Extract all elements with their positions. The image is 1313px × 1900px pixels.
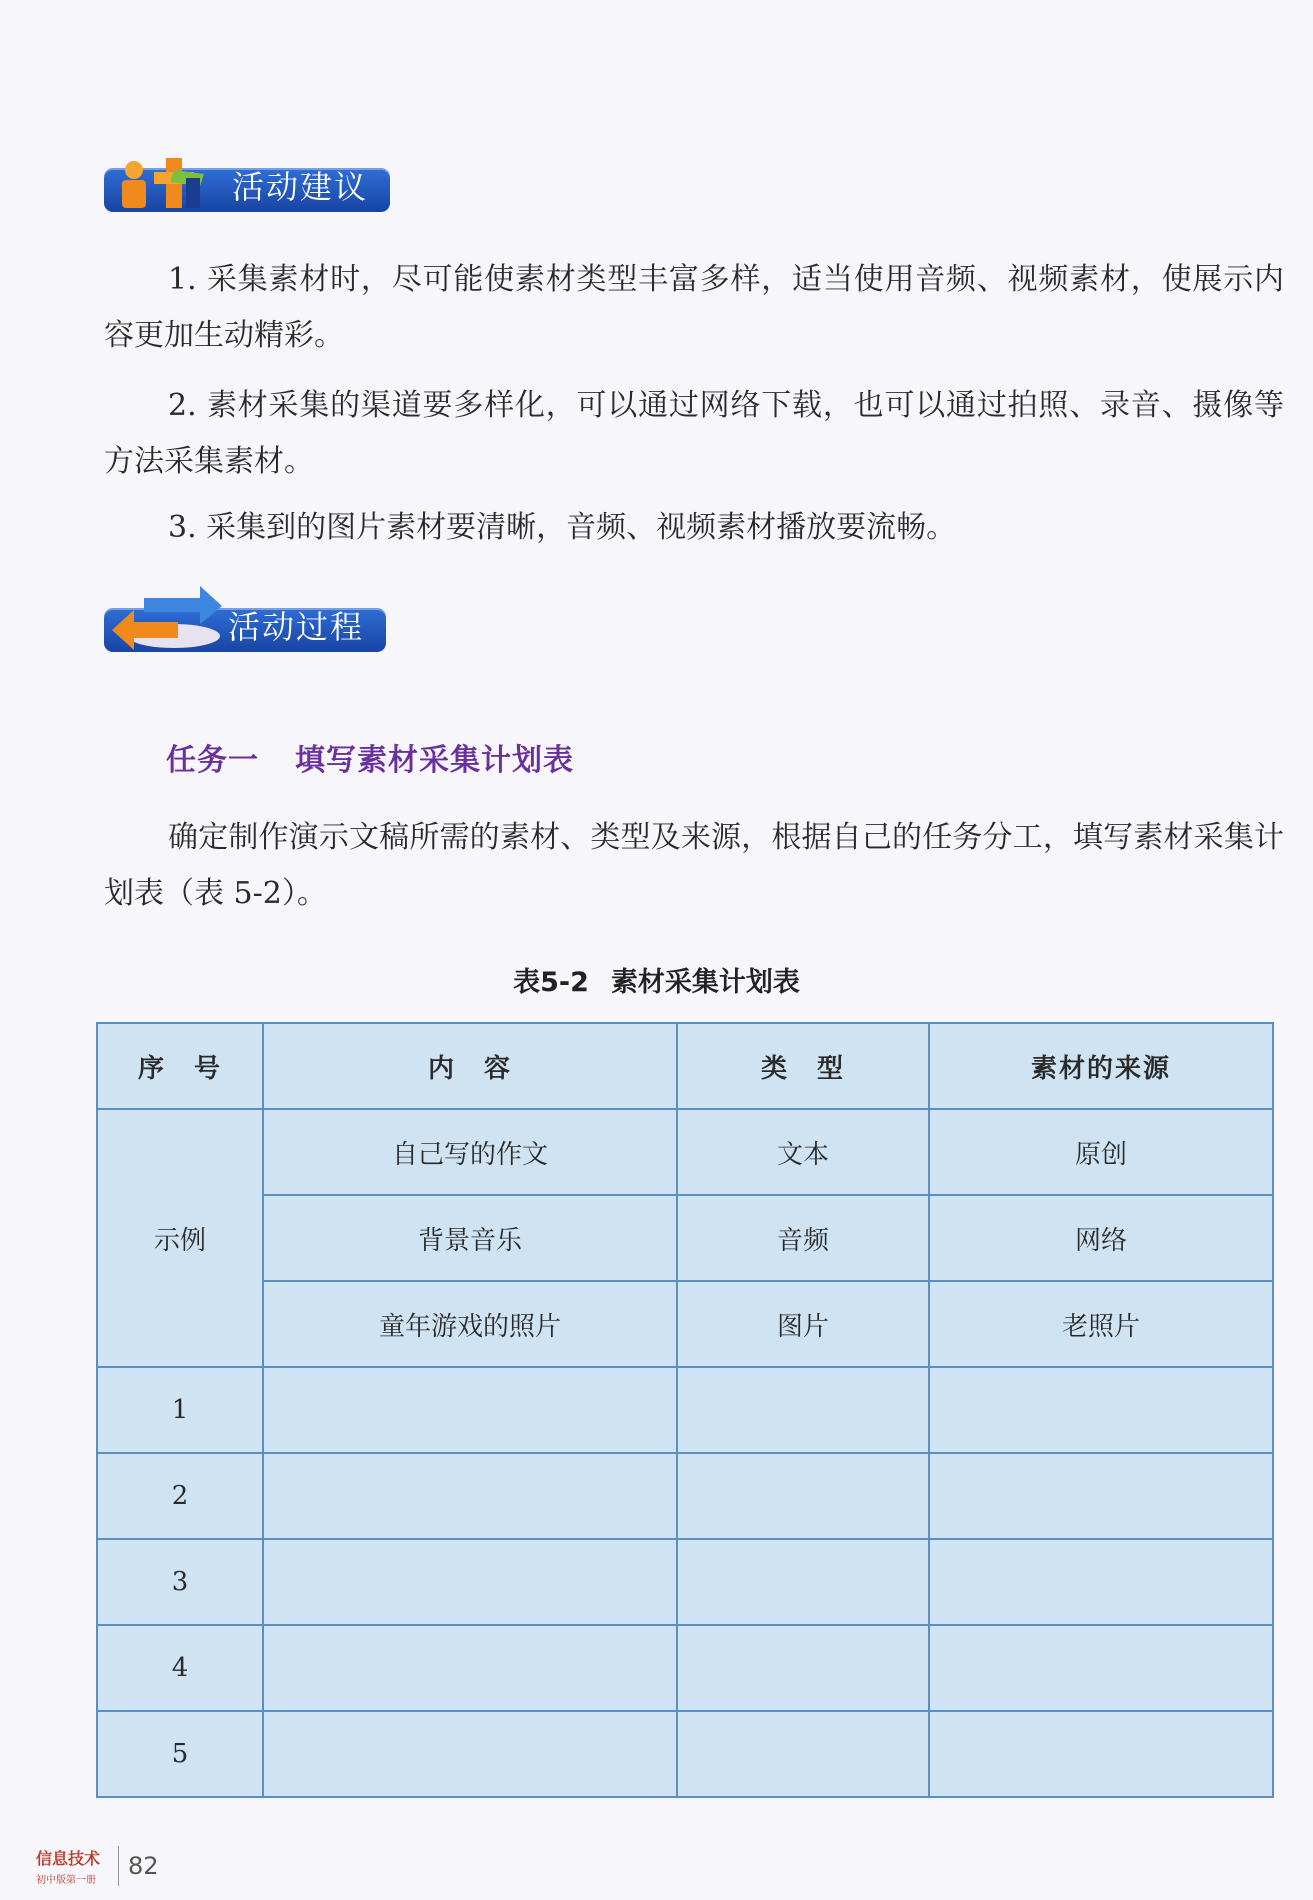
blank-cell[interactable]	[263, 1453, 677, 1539]
footer-edition: 初中版第一册	[36, 1875, 96, 1886]
blank-cell[interactable]	[263, 1711, 677, 1797]
badge-label: 活动建议	[232, 168, 369, 206]
blank-cell[interactable]	[929, 1625, 1273, 1711]
row-index-cell: 4	[97, 1625, 263, 1711]
suggestion-3: 3. 采集到的图片素材要清晰，音频、视频素材播放要流畅。	[168, 510, 957, 545]
blank-cell[interactable]	[929, 1367, 1273, 1453]
row-index-cell: 5	[97, 1711, 263, 1797]
example-label-cell: 示例	[97, 1109, 263, 1367]
example-type-cell: 音频	[677, 1195, 929, 1281]
header-index: 序 号	[97, 1023, 263, 1109]
blank-cell[interactable]	[263, 1367, 677, 1453]
task-description: 确定制作演示文稿所需的素材、类型及来源，根据自己的任务分工，填写素材采集计划表（表 5-2）。	[104, 820, 1284, 911]
table-caption-number: 表5-2	[513, 967, 589, 998]
table-header-row	[97, 1023, 1273, 1109]
suggestion-2: 2. 素材采集的渠道要多样化，可以通过网络下载，也可以通过拍照、录音、摄像等方法采集素材。	[104, 388, 1284, 479]
people-blocks-icon	[104, 150, 224, 212]
blank-cell[interactable]	[677, 1453, 929, 1539]
cycle-arrows-icon	[104, 584, 234, 654]
badge-label: 活动过程	[228, 608, 365, 646]
table-row	[97, 1539, 1273, 1625]
blank-cell[interactable]	[677, 1367, 929, 1453]
table-row	[97, 1711, 1273, 1797]
example-source-cell: 老照片	[929, 1281, 1273, 1367]
table-row	[97, 1109, 1273, 1195]
blank-cell[interactable]	[677, 1711, 929, 1797]
task-heading	[166, 735, 574, 779]
table-row	[97, 1281, 1273, 1367]
row-index-cell: 2	[97, 1453, 263, 1539]
blank-cell[interactable]	[929, 1453, 1273, 1539]
footer-brand	[36, 1846, 100, 1886]
example-type-cell: 文本	[677, 1109, 929, 1195]
suggestion-1: 1. 采集素材时，尽可能使素材类型丰富多样，适当使用音频、视频素材，使展示内容更加生动精彩。	[104, 262, 1284, 353]
table-row	[97, 1195, 1273, 1281]
example-content-cell: 童年游戏的照片	[263, 1281, 677, 1367]
task-number: 任务一	[166, 743, 259, 778]
page-number: 82	[128, 1852, 159, 1880]
section-badge-suggestions	[104, 150, 394, 212]
blank-cell[interactable]	[677, 1539, 929, 1625]
row-index-cell: 1	[97, 1367, 263, 1453]
example-content-cell: 背景音乐	[263, 1195, 677, 1281]
example-type-cell: 图片	[677, 1281, 929, 1367]
footer-brand-title: 信息技术	[36, 1849, 101, 1868]
header-source: 素材的来源	[929, 1023, 1273, 1109]
material-plan-table	[96, 1022, 1274, 1798]
header-type: 类 型	[677, 1023, 929, 1109]
blank-cell[interactable]	[263, 1539, 677, 1625]
table-row	[97, 1453, 1273, 1539]
footer-divider	[118, 1846, 119, 1886]
table-caption	[0, 960, 1313, 999]
blank-cell[interactable]	[263, 1625, 677, 1711]
header-content: 内 容	[263, 1023, 677, 1109]
section-badge-process	[104, 590, 394, 652]
blank-cell[interactable]	[929, 1711, 1273, 1797]
blank-cell[interactable]	[929, 1539, 1273, 1625]
table-caption-title: 素材采集计划表	[610, 967, 800, 998]
blank-cell[interactable]	[677, 1625, 929, 1711]
example-source-cell: 网络	[929, 1195, 1273, 1281]
table-row	[97, 1625, 1273, 1711]
task-title: 填写素材采集计划表	[295, 743, 574, 778]
row-index-cell: 3	[97, 1539, 263, 1625]
example-source-cell: 原创	[929, 1109, 1273, 1195]
example-content-cell: 自己写的作文	[263, 1109, 677, 1195]
table-row	[97, 1367, 1273, 1453]
